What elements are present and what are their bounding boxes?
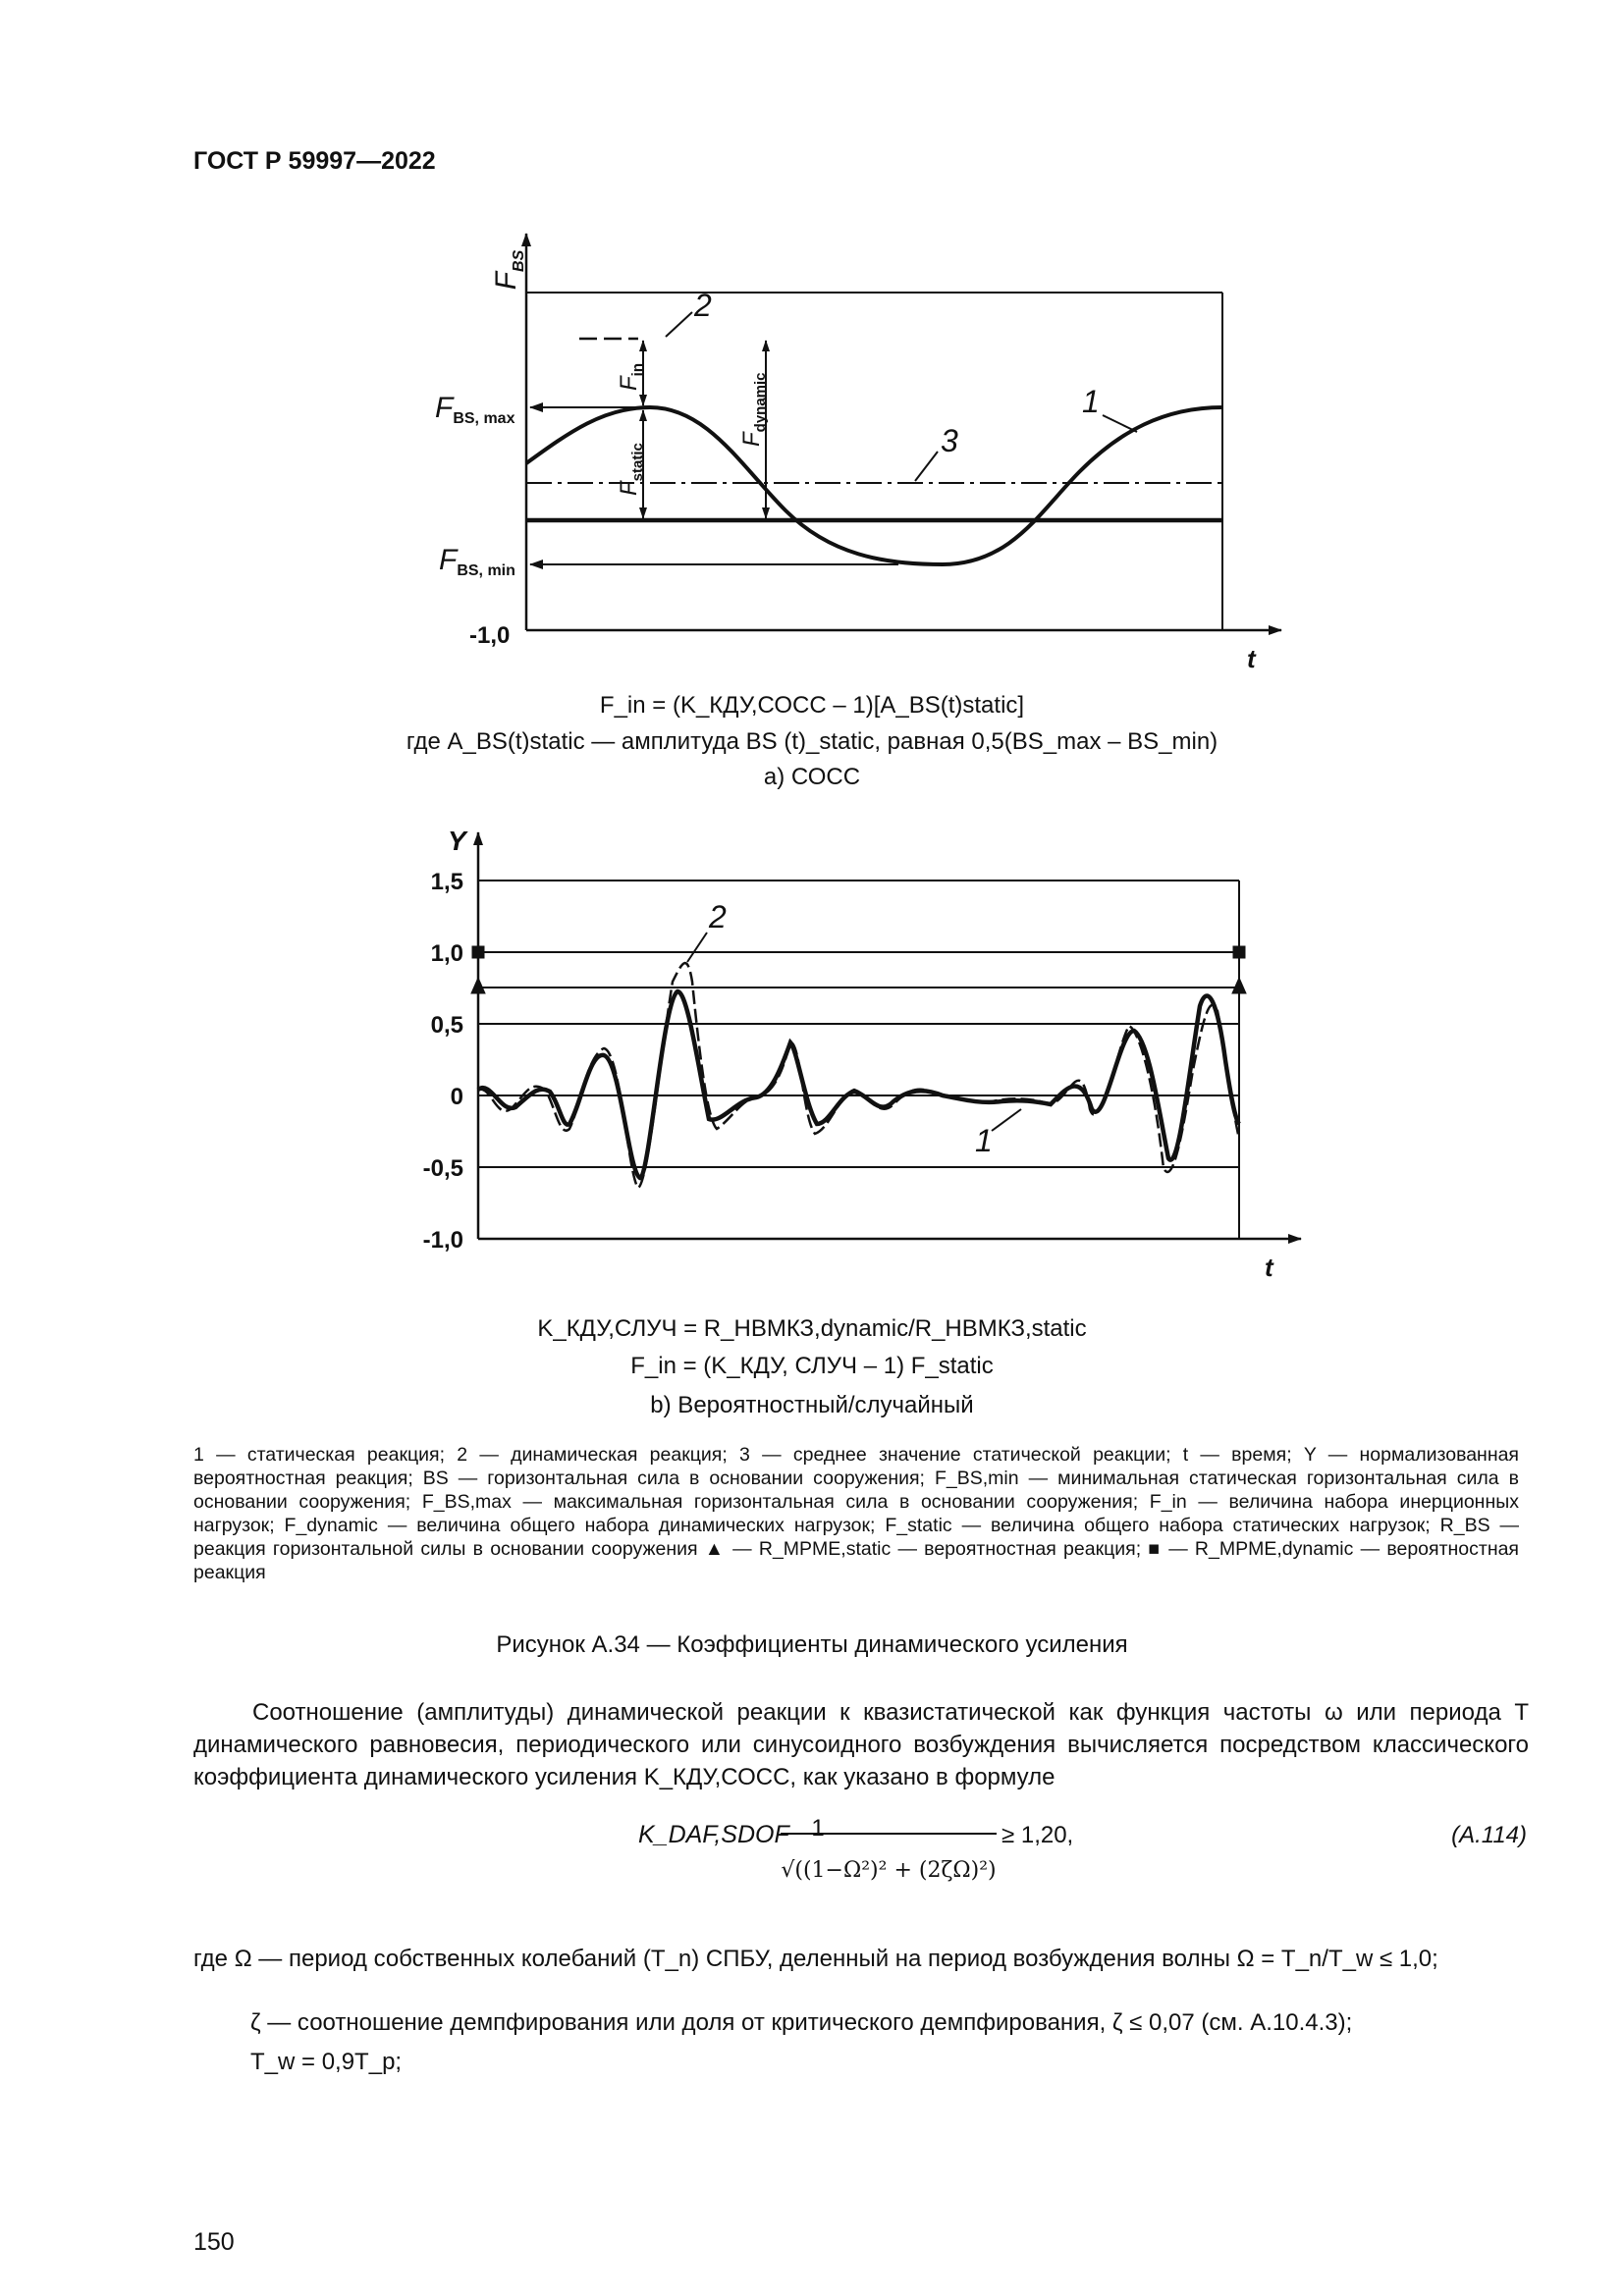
callout-3: 3 (941, 423, 958, 458)
fig-a-formula-1: F_in = (K_КДУ,СОСС – 1)[A_BS(t)static] (599, 692, 1025, 719)
fig-a-x-label: t (1247, 644, 1256, 673)
equation-numerator: 1 (811, 1815, 825, 1842)
legend-text: 1 — статическая реакция; 2 — динамическая реакция; 3 — среднее значение статической реакции; t — время; Y — нормализованная вероятностная реакция; BS — горизонтальная сила в основании сооружения; F_BS,min — минимальная статическая горизонтальная сила в основании сооружения; F_BS,max — максимальная горизонтальная сила в основании сооружения; F_in — величина набора инерционных нагрузок; F_dynamic — величина общего набора динамических нагрузок; F_static — величина общего набора статических нагрузок; R_BS — реакция горизонтальной силы в основании сооружения ▲ — R_MPME,static — вероятностная реакция; ■ — R_MPME,dynamic — вероятностная реакция (193, 1444, 1519, 1583)
figure-legend (193, 1443, 1519, 1584)
fin-label: $F_{in}$ (616, 362, 646, 391)
mpme-static-marker-right (1232, 978, 1246, 993)
fig-b-x-label: t (1265, 1253, 1273, 1282)
fig-b-subcaption: b) Вероятностный/случайный (650, 1392, 974, 1418)
callout-3-leader (915, 452, 938, 481)
page-number: 150 (193, 2228, 235, 2256)
where-omega: где Ω — период собственных колебаний (T_n) СПБУ, деленный на период возбуждения волны Ω = T_n/T_w ≤ 1,0; (193, 1946, 1438, 1972)
mpme-dynamic-marker-left (472, 946, 484, 958)
fig-b-callout-1-leader (992, 1109, 1021, 1131)
fig-b-formula-1: K_КДУ,СЛУЧ = R_НВМКЗ,dynamic/R_НВМКЗ,static (537, 1315, 1087, 1342)
callout-2-leader (666, 312, 692, 337)
fig-a-y-label: $F_{BS}$ (490, 249, 527, 291)
fig-b-tick: 0,5 (430, 1012, 463, 1039)
mpme-static-marker-left (471, 978, 485, 993)
figure-caption: Рисунок А.34 — Коэффициенты динамического усиления (496, 1631, 1128, 1658)
equation-number: (A.114) (1451, 1822, 1527, 1848)
equation-a114 (0, 1785, 1624, 1893)
fig-b-tick: -1,0 (422, 1227, 463, 1254)
fstatic-label: $F_{static}$ (616, 443, 646, 496)
callout-1-leader (1103, 415, 1137, 432)
where-tw: T_w = 0,9T_p; (250, 2049, 403, 2075)
fig-b-tick: 0 (450, 1084, 463, 1110)
equation-denominator: √((1−Ω²)² + (2ζΩ)²) (781, 1858, 997, 1883)
mpme-dynamic-marker-right (1233, 946, 1245, 958)
fig-b-tick: -0,5 (422, 1155, 463, 1182)
callout-1: 1 (1082, 384, 1100, 419)
fig-b-callout-2-leader (687, 933, 707, 962)
equation-condition: ≥ 1,20, (1001, 1822, 1074, 1848)
where-zeta: ζ — соотношение демпфирования или доля от критического демпфирования, ζ ≤ 0,07 (см. А.10.4.3); (250, 2009, 1353, 2036)
fig-b-callout-1: 1 (975, 1123, 993, 1158)
fig-b-tick: 1,0 (430, 940, 463, 967)
fig-b-tick: 1,5 (430, 869, 463, 895)
fig-a-y-tick-bottom: -1,0 (469, 622, 511, 649)
figure-a (526, 234, 1281, 630)
document-header: ГОСТ Р 59997—2022 (193, 147, 436, 175)
fig-a-subcaption: а) СОСС (763, 764, 861, 790)
figure-b (471, 832, 1301, 1239)
fig-b-callout-2: 2 (709, 899, 727, 934)
fbs-min-label: $F_{BS, min}$ (439, 544, 515, 579)
fig-a-formula-2: где A_BS(t)static — амплитуда BS (t)_static, равная 0,5(BS_max – BS_min) (406, 728, 1218, 755)
body-paragraph: Соотношение (амплитуды) динамической реакции к квазистатической как функция частоты ω или периода T динамического равновесия, периодического или синусоидного возбуждения вычисляется посредством классического коэффициента динамического усиления K_КДУ,СОСС, как указано в формуле (193, 1699, 1529, 1790)
fig-b-static-curve (478, 991, 1239, 1178)
callout-2: 2 (694, 288, 712, 323)
fbs-max-label: $F_{BS, max}$ (435, 392, 515, 427)
equation-lhs: K_DAF,SDOF (638, 1821, 789, 1848)
fig-b-dynamic-curve (478, 963, 1239, 1188)
fig-b-formula-2: F_in = (K_КДУ, СЛУЧ – 1) F_static (630, 1353, 994, 1379)
fdynamic-label: $F_{dynamic}$ (738, 372, 769, 447)
fig-b-y-label: Y (448, 826, 466, 856)
